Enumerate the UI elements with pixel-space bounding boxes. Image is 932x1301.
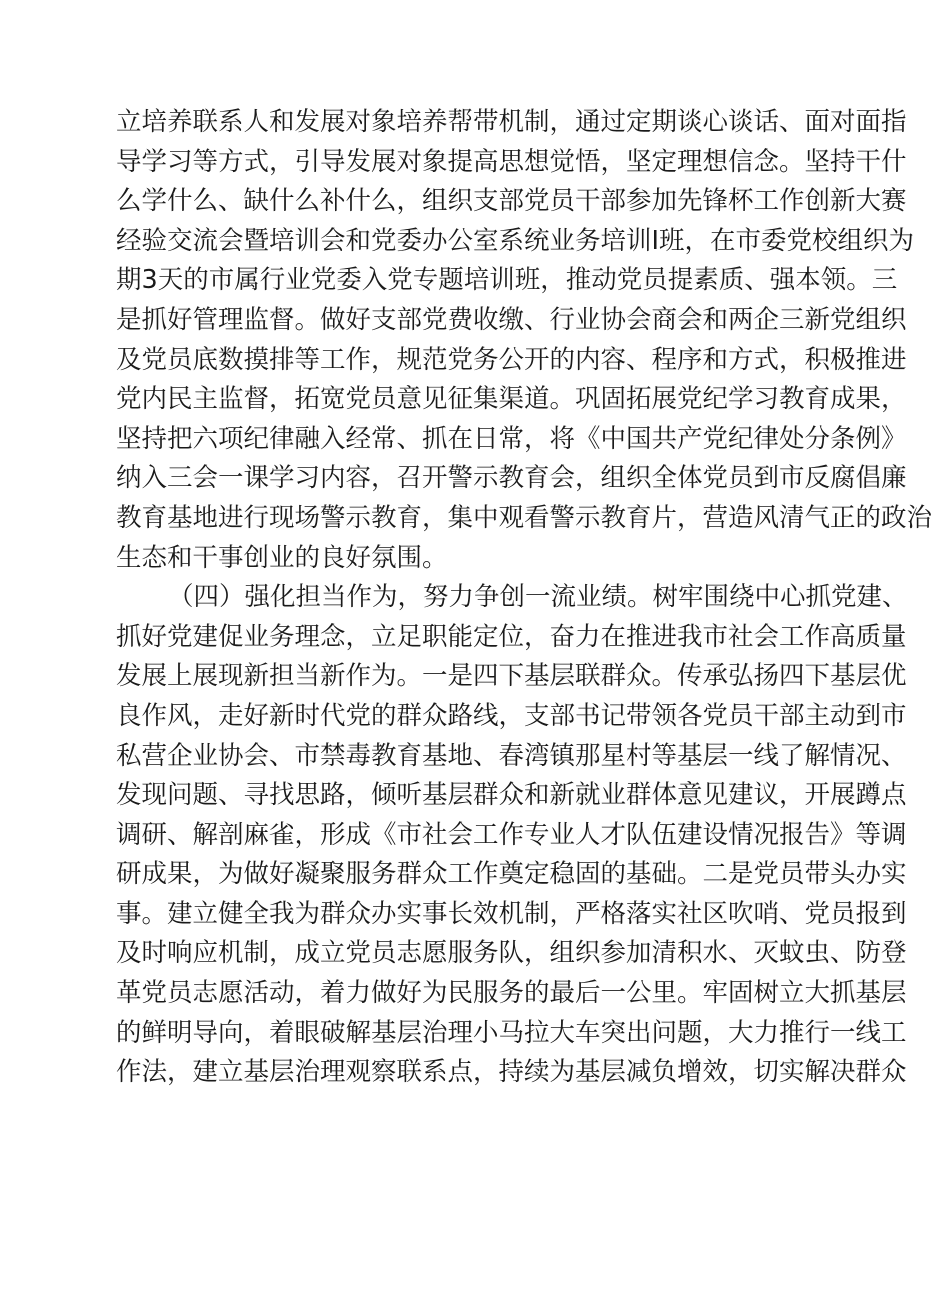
text-line: 纳入三会一课学习内容，召开警示教育会，组织全体党员到市反腐倡廉 <box>116 463 907 494</box>
text-line: 生态和干事创业的良好氛围。 <box>116 542 448 573</box>
text-line: 及时响应机制，成立党员志愿服务队，组织参加清积水、灭蚊虫、防登 <box>116 938 907 969</box>
text-line: 调研、解剖麻雀，形成《市社会工作专业人才队伍建设情况报告》等调 <box>116 819 907 850</box>
text-line: 及党员底数摸排等工作，规范党务公开的内容、程序和方式，积极推进 <box>116 344 907 375</box>
text-line: 坚持把六项纪律融入经常、抓在日常，将《中国共产党纪律处分条例》 <box>116 423 907 454</box>
text-line: 发现问题、寻找思路，倾听基层群众和新就业群体意见建议，开展蹲点 <box>116 780 907 811</box>
text-line: 教育基地进行现场警示教育，集中观看警示教育片，营造风清气正的政治 <box>116 502 932 533</box>
section-heading-line: （四）强化担当作为，努力争创一流业绩。树牢围绕中心抓党建、 <box>168 582 908 613</box>
text-line: 的鲜明导向，着眼破解基层治理小马拉大车突出问题，大力推行一线工 <box>116 1017 907 1048</box>
text-line: 是抓好管理监督。做好支部党费收缴、行业协会商会和两企三新党组织 <box>116 304 907 335</box>
text-line: 党内民主监督，拓宽党员意见征集渠道。巩固拓展党纪学习教育成果， <box>116 384 907 415</box>
text-line: 抓好党建促业务理念，立足职能定位，奋力在推进我市社会工作高质量 <box>116 621 907 652</box>
text-line: 作法，建立基层治理观察联系点，持续为基层减负增效，切实解决群众 <box>116 1057 907 1088</box>
text-line: 发展上展现新担当新作为。一是四下基层联群众。传承弘扬四下基层优 <box>116 661 907 692</box>
text-line: 立培养联系人和发展对象培养帮带机制，通过定期谈心谈话、面对面指 <box>116 107 907 137</box>
text-line: 期3天的市属行业党委入党专题培训班，推动党员提素质、强本领。三 <box>116 265 898 296</box>
paragraph-2 <box>116 578 908 1093</box>
text-line: 事。建立健全我为群众办实事长效机制，严格落实社区吹哨、党员报到 <box>116 898 907 929</box>
text-line: 经验交流会暨培训会和党委办公室系统业务培训Ⅰ班，在市委党校组织为 <box>116 225 915 256</box>
text-line: 革党员志愿活动，着力做好为民服务的最后一公里。牢固树立大抓基层 <box>116 978 907 1009</box>
document-body <box>116 103 932 1093</box>
text-line: 导学习等方式，引导发展对象提高思想觉悟，坚定理想信念。坚持干什 <box>116 146 907 177</box>
text-line: 研成果，为做好凝聚服务群众工作奠定稳固的基础。二是党员带头办实 <box>116 859 907 890</box>
text-line: 么学什么、缺什么补什么，组织支部党员干部参加先锋杯工作创新大赛 <box>116 186 907 217</box>
text-line: 良作风，走好新时代党的群众路线，支部书记带领各党员干部主动到市 <box>116 700 907 731</box>
text-line: 私营企业协会、市禁毒教育基地、春湾镇那星村等基层一线了解情况、 <box>116 740 907 771</box>
paragraph-1 <box>116 103 932 578</box>
